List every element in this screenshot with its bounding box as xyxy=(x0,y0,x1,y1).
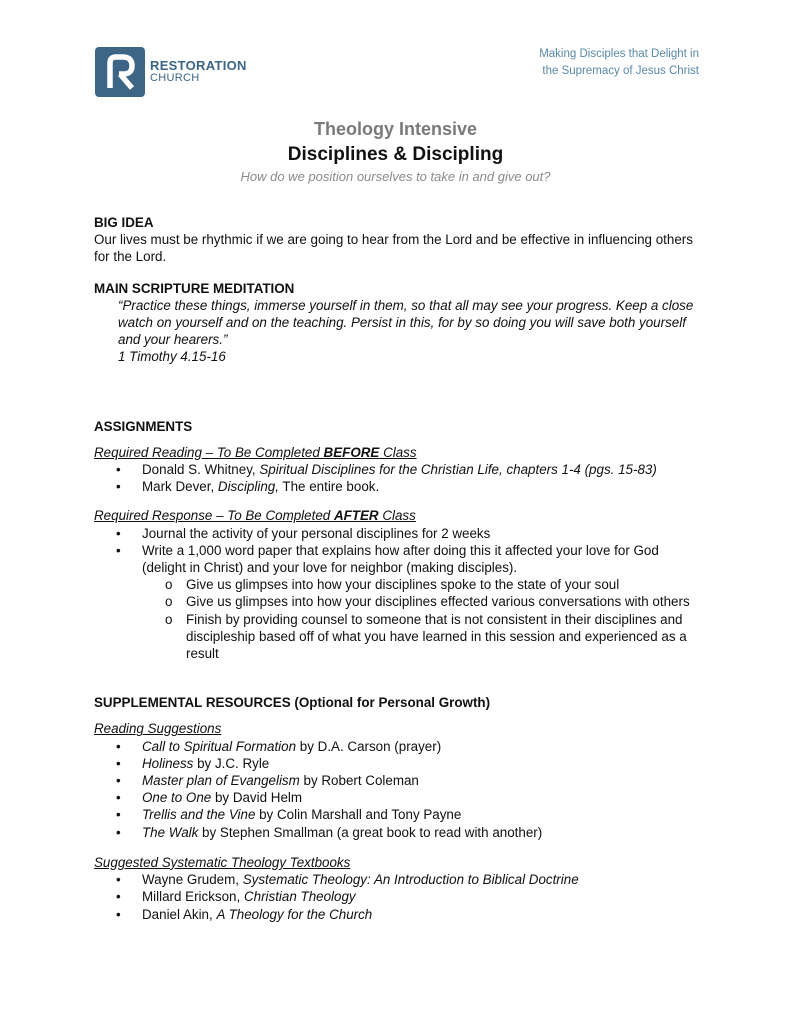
author: Wayne Grudem, xyxy=(142,872,243,888)
logo-subtitle: CHURCH xyxy=(150,72,200,84)
series-title: Theology Intensive xyxy=(313,119,478,139)
assignments-heading: ASSIGNMENTS xyxy=(94,418,193,434)
page-title: Disciplines & Discipling xyxy=(287,144,504,165)
reading-suggestions-list xyxy=(94,738,704,841)
tagline-line-2: the Supremacy of Jesus Christ xyxy=(542,65,699,77)
required-response-label xyxy=(94,507,704,524)
book-title: Christian Theology xyxy=(243,889,356,905)
tagline xyxy=(539,46,699,80)
big-idea-text: Our lives must be rhythmic if we are going to hear from the Lord and be effective in influencing others for the Lord. xyxy=(94,232,693,265)
page-subtitle: How do we position ourselves to take in and give out? xyxy=(240,169,551,184)
author: Daniel Akin, xyxy=(142,906,217,922)
textbooks-list xyxy=(94,871,704,923)
sublist-item: o Give us glimpses into how your disciplines spoke to the state of your soul xyxy=(94,576,704,593)
logo-r-icon xyxy=(95,47,145,97)
book-title: The Walk xyxy=(142,824,199,840)
document-body xyxy=(94,214,704,923)
logo-name: RESTORATION xyxy=(150,58,247,73)
scripture-section xyxy=(94,280,704,366)
book-author: by Stephen Smallman (a great book to read with another) xyxy=(198,824,543,840)
response-sublist xyxy=(94,576,704,662)
book-author: by Colin Marshall and Tony Payne xyxy=(255,807,462,823)
book-title: Holiness xyxy=(142,755,194,771)
sublist-item: o Give us glimpses into how your disciplines effected various conversations with others xyxy=(94,593,704,610)
book-title: Spiritual Disciplines for the Christian Life, chapters 1-4 (pgs. 15-83) xyxy=(259,462,657,478)
book-author: by J.C. Ryle xyxy=(193,755,270,771)
list-item xyxy=(94,478,704,495)
label-text: Class xyxy=(378,508,416,524)
label-emphasis: AFTER xyxy=(333,508,379,524)
sublist-item: o Finish by providing counsel to someone that is not consistent in their disciplines and discipleship based off of what you have learned in this session and experienced as a result xyxy=(94,611,704,663)
list-item xyxy=(94,542,704,576)
list-item xyxy=(94,824,704,841)
label-text: Required Response – To Be Completed xyxy=(94,508,334,524)
scripture-reference: 1 Timothy 4.15-16 xyxy=(118,349,226,365)
book-author: by Robert Coleman xyxy=(299,773,419,789)
supplemental-heading: SUPPLEMENTAL RESOURCES (Optional for Personal Growth) xyxy=(94,695,491,711)
list-item xyxy=(94,906,704,923)
book-title: Master plan of Evangelism xyxy=(142,773,300,789)
author: Millard Erickson, xyxy=(142,889,244,905)
supplemental-section xyxy=(94,694,704,922)
book-title: Discipling, xyxy=(217,479,279,495)
assignments-section xyxy=(94,418,704,663)
book-title: Call to Spiritual Formation xyxy=(142,738,297,754)
book-author: by David Helm xyxy=(211,790,303,806)
list-item xyxy=(94,789,704,806)
book-title: Trellis and the Vine xyxy=(142,807,256,823)
list-item xyxy=(94,888,704,905)
tagline-line-1: Making Disciples that Delight in xyxy=(539,48,699,60)
list-item xyxy=(94,871,704,888)
scripture-heading: MAIN SCRIPTURE MEDITATION xyxy=(94,280,295,296)
list-item xyxy=(94,461,704,478)
textbooks-label: Suggested Systematic Theology Textbooks xyxy=(94,854,351,870)
required-reading-list xyxy=(94,461,704,495)
scripture-quote: “Practice these things, immerse yourself in them, so that all may see your progress. Keep a close watch on yourself and on the teaching. Persist in this, for by so doing you will save both yourself and your hearers.” xyxy=(118,297,694,348)
big-idea-section xyxy=(94,214,704,266)
book-title: One to One xyxy=(142,790,212,806)
label-emphasis: BEFORE xyxy=(323,444,380,460)
author: Mark Dever, xyxy=(142,479,218,495)
required-reading-label xyxy=(94,444,704,461)
label-text: Class xyxy=(379,444,417,460)
list-item xyxy=(94,755,704,772)
author: Donald S. Whitney, xyxy=(142,462,260,478)
church-logo xyxy=(95,47,247,97)
book-author: by D.A. Carson (prayer) xyxy=(296,738,442,754)
list-item: • Journal the activity of your personal disciplines for 2 weeks xyxy=(94,525,704,542)
list-item xyxy=(94,738,704,755)
label-text: Required Reading – To Be Completed xyxy=(94,444,324,460)
document-header xyxy=(0,117,791,185)
required-response-list xyxy=(94,525,704,577)
book-title: A Theology for the Church xyxy=(216,906,373,922)
list-item xyxy=(94,772,704,789)
reading-suggestions-label: Reading Suggestions xyxy=(94,721,222,737)
item-note: The entire book. xyxy=(278,479,380,495)
list-item-text: Write a 1,000 word paper that explains how after doing this it affected your love for God (delight in Christ) and your love for neighbor (making disciples). xyxy=(142,542,659,576)
book-title: Systematic Theology: An Introduction to Biblical Doctrine xyxy=(242,872,579,888)
list-item xyxy=(94,806,704,823)
big-idea-heading: BIG IDEA xyxy=(94,215,154,230)
